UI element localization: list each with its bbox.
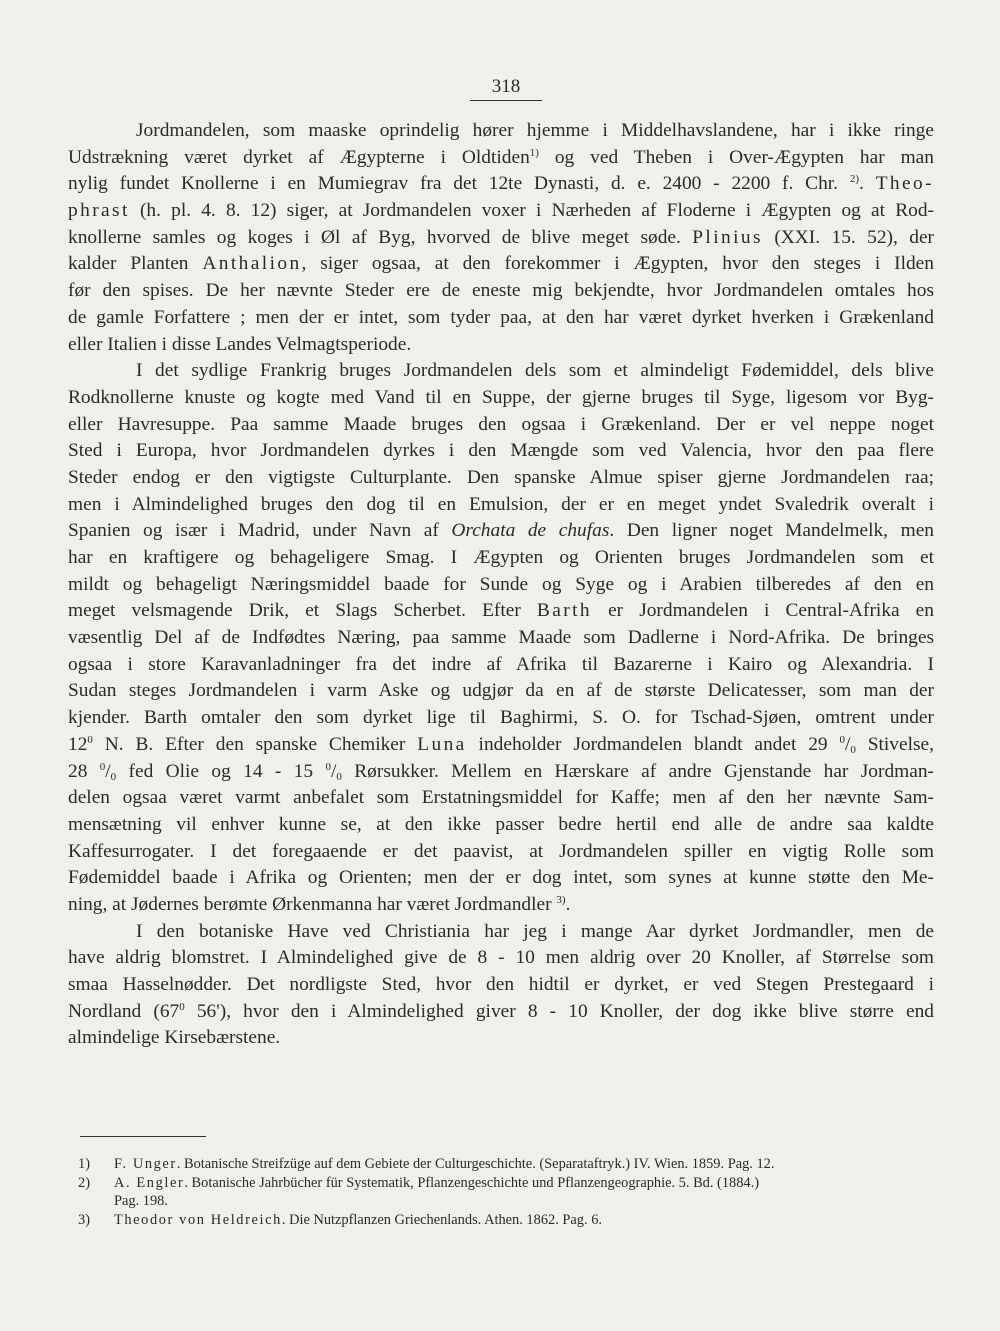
footnote-citation: . Botanische Jahrbücher für Systematik, Pflanzengeschichte und Pflanzengeographie. 5. Bd. (1884.) [184, 1174, 760, 1191]
text-run: fed Olie og 14 - 15 [116, 760, 326, 782]
text-line [68, 945, 934, 972]
text-run: 28 [68, 760, 100, 782]
text-run: . [859, 173, 876, 195]
text-line [68, 972, 934, 999]
text-run: har en kraftigere og behageligere Smag. I Ægypten og Orienten bruges Jordmandelen som et [68, 547, 934, 568]
text-run: Kaffesurrogater. I det foregaaende er det paavist, at Jordmandelen spiller en vigtig Rolle som [68, 840, 934, 862]
text-line [68, 732, 934, 759]
text-run: have aldrig blomstret. I Almindelighed give de 8 - 10 men aldrig over 20 Knoller, af Størrelse som [68, 947, 934, 969]
text-run: delen ogsaa været varmt anbefalet som Erstatningsmiddel for Kaffe; men af den her nævnte Sam- [68, 787, 934, 809]
text-line [68, 839, 934, 866]
text-line [68, 865, 934, 892]
footnotes [78, 1155, 948, 1229]
text-run: ogsaa i store Karavanladninger fra det indre af Afrika til Bazarerne i Kairo og Alexandria. I [68, 653, 934, 675]
footnote-divider [80, 1136, 206, 1137]
text-run: smaa Hasselnødder. Det nordligste Sted, hvor den hidtil er dyrket, er ved Stegen Prestegaard i [68, 974, 934, 995]
text-line [68, 705, 934, 732]
text-run: Rørsukker. Mellem en Hærskare af andre Gjenstande har Jordman- [341, 760, 934, 782]
text-line [68, 118, 934, 145]
footnote-citation: . Botanische Streifzüge auf dem Gebiete der Culturgeschichte. (Separataftryk.) IV. Wien. 1859. Pag. 12. [176, 1156, 775, 1172]
superscript: 0 [87, 733, 93, 746]
text-line [68, 145, 934, 172]
text-line [68, 1025, 934, 1052]
text-run: , siger ogsaa, at den forekommer i Ægypten, hvor den steges i Ilden [301, 253, 934, 275]
text-run: . [565, 893, 571, 915]
superscript: 0 [839, 733, 845, 746]
text-run: . Den ligner noget Mandelmelk, men [609, 520, 934, 542]
text-run: de gamle Forfattere ; men der er intet, som tyder paa, at den har været dyrket hverken i Grækenland [68, 306, 934, 328]
text-line [68, 678, 934, 705]
text-run: kjender. Barth omtaler den som dyrket lige til Baghirmi, S. O. for Tschad-Sjøen, omtrent under [68, 707, 934, 729]
text-run: er Jordmandelen i Central-Afrika en [592, 600, 934, 622]
text-line [68, 625, 934, 652]
footnote [78, 1155, 948, 1174]
text-run: nylig fundet Knollerne i en Mumiegrav fra det 12te Dynasti, d. e. 2400 - 2200 f. Chr. [68, 173, 850, 195]
text-line [68, 492, 934, 519]
footnote [78, 1211, 948, 1230]
superscript: 0 [850, 743, 856, 756]
text-line [68, 545, 934, 572]
footnote-mark: 2) [78, 1174, 90, 1191]
text-run: Steder endog er den vigtigste Culturplante. Den spanske Almue spiser gjerne Jordmandelen raa; [68, 466, 934, 488]
text-run: mildt og behageligt Næringsmiddel baade for Sunde og Syge og i Arabien tilberedes af den en [68, 573, 934, 595]
text-line [68, 892, 934, 919]
superscript: 3) [556, 893, 566, 906]
author-name: Plinius [692, 226, 763, 248]
text-run: eller Havresuppe. Paa samme Maade bruges den ogsaa i Grækenland. Der er vel neppe noget [68, 413, 934, 435]
text-run: (h. pl. 4. 8. 12) siger, at Jordmandelen voxer i Nærheden af Floderne i Ægypten og at Rod- [129, 200, 934, 222]
text-run: (XXI. 15. 52), der [762, 226, 935, 248]
text-run: før den spises. De her nævnte Steder ere de eneste mig bekjendte, hvor Jordmandelen omtales hos [68, 280, 934, 302]
text-line [68, 332, 934, 359]
text-run: ning, at Jødernes berømte Ørkenmanna har været Jordmandler [68, 893, 557, 915]
text-run: men i Almindelighed bruges den dog til en Emulsion, der er en meget yndet Svaledrik overalt i [68, 493, 934, 515]
text-run: / [844, 733, 851, 755]
text-run: væsentlig Del af de Indfødtes Næring, paa samme Maade som Dadlerne i Nord-Afrika. De bringes [68, 627, 934, 649]
text-run: meget velsmagende Drik, et Slags Scherbet. Efter [68, 600, 537, 622]
text-line [68, 785, 934, 812]
body-text [68, 118, 934, 1052]
text-run: kalder Planten [68, 253, 203, 275]
page-number: 318 [470, 76, 542, 101]
text-line [68, 412, 934, 439]
text-run: Nordland (67 [68, 1000, 180, 1022]
text-line [68, 198, 934, 225]
text-run: Udstrækning været dyrket af Ægypterne i Oldtiden [68, 146, 530, 168]
text-line [68, 812, 934, 839]
superscript: 1) [529, 146, 539, 159]
text-run: Stivelse, [855, 733, 934, 755]
superscript: 0 [179, 1000, 185, 1013]
superscript: 0 [336, 770, 342, 783]
superscript: 0 [110, 770, 117, 783]
footnote-author: A. Engler [114, 1174, 185, 1191]
text-line [68, 385, 934, 412]
text-line [68, 305, 934, 332]
text-run: 12 [68, 733, 88, 755]
footnote-mark: 1) [78, 1156, 90, 1172]
superscript: 0 [99, 760, 106, 773]
text-run: N. B. Efter den spanske Chemiker [92, 733, 418, 755]
text-run: knollerne samles og koges i Øl af Byg, hvorved de blive meget søde. [68, 226, 693, 248]
text-line [68, 759, 934, 786]
author-name: Anthalion [202, 253, 302, 275]
footnote [78, 1174, 948, 1193]
text-line [68, 438, 934, 465]
superscript: 0 [325, 760, 331, 773]
text-run: Fødemiddel baade i Afrika og Orienten; men der er dog intet, som synes at kunne støtte den Me- [68, 867, 934, 889]
text-line [68, 572, 934, 599]
text-run: / [330, 760, 337, 782]
text-run: og ved Theben i Over-Ægypten har man [538, 146, 934, 168]
author-name: Barth [536, 600, 592, 622]
text-line [68, 652, 934, 679]
superscript: 2) [849, 173, 860, 186]
italic-term: Orchata de chufas [451, 520, 610, 542]
text-line [68, 225, 934, 252]
footnote-author: Theodor von Heldreich [114, 1211, 282, 1228]
text-run: Jordmandelen, som maaske oprindelig hører hjemme i Middelhavslandene, har i ikke ringe [136, 120, 934, 141]
footnote-text [114, 1155, 948, 1174]
text-line [68, 358, 934, 385]
text-line [68, 278, 934, 305]
footnote-continuation: Pag. 198. [114, 1193, 168, 1209]
text-run: mensætning vil enhver kunne se, at den ikke passer bedre hertil end alle de andre saa kaldte [68, 813, 934, 835]
text-run: almindelige Kirsebærstene. [68, 1027, 281, 1049]
footnote-author: F. Unger [114, 1156, 177, 1172]
text-line [68, 251, 934, 278]
text-run: Rodknollerne knuste og kogte med Vand til en Suppe, der gjerne bruges til Syge, ligesom vor Byg- [68, 386, 934, 408]
text-line [68, 999, 934, 1026]
text-run: I den botaniske Have ved Christiania har jeg i mange Aar dyrket Jordmandler, men de [136, 920, 934, 942]
text-run: 56'), hvor den i Almindelighed giver 8 - 10 Knoller, der dog ikke blive større end [184, 1000, 934, 1022]
text-line [68, 171, 934, 198]
text-run: indeholder Jordmandelen blandt andet 29 [466, 733, 840, 755]
text-line [68, 518, 934, 545]
footnote-citation: . Die Nutzpflanzen Griechenlands. Athen. 1862. Pag. 6. [281, 1211, 602, 1228]
text-run: / [105, 760, 111, 782]
text-line [68, 919, 934, 946]
author-name: phrast [68, 200, 130, 222]
text-run: Sudan steges Jordmandelen i varm Aske og udgjør da en af de største Delicatesser, som man der [68, 680, 934, 702]
text-line [68, 598, 934, 625]
text-run: eller Italien i disse Landes Velmagtsperiode. [68, 333, 412, 355]
author-name: Luna [417, 733, 467, 755]
author-name: Theo- [875, 173, 934, 195]
footnote-mark: 3) [78, 1211, 90, 1228]
footnote-text [114, 1174, 948, 1193]
footnote-text [114, 1211, 948, 1230]
text-line [68, 465, 934, 492]
text-run: I det sydlige Frankrig bruges Jordmandelen dels som et almindeligt Fødemiddel, dels blive [136, 360, 934, 382]
text-run: Sted i Europa, hvor Jordmandelen dyrkes i den Mængde som ved Valencia, hvor den paa flere [68, 440, 934, 462]
text-run: Spanien og især i Madrid, under Navn af [68, 520, 452, 542]
